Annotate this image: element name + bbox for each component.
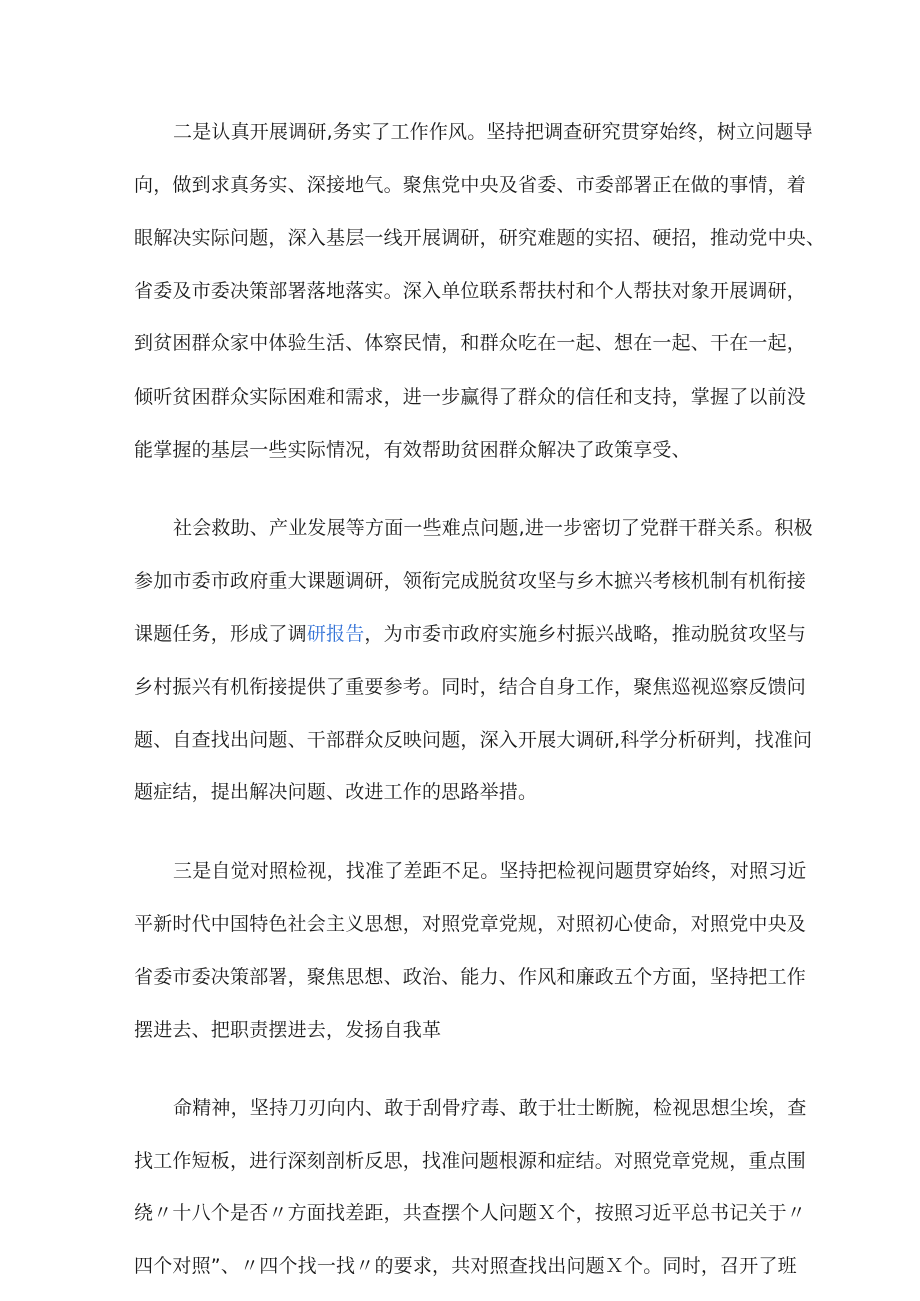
paragraph-3-line-3: 省委市委决策部署，聚焦思想、政治、能力、作风和廉政五个方面，坚持把工作 [134, 966, 807, 988]
paragraph-4-line-4: 四个对照”、〃四个找一找〃的要求，共对照查找出问题Ｘ个。同时，召开了班 [134, 1255, 797, 1277]
paragraph-1-line-5: 到贫困群众家中体验生活、体察民情，和群众吃在一起、想在一起、干在一起， [134, 332, 807, 354]
paragraph-1-line-1: 二是认真开展调研,务实了工作作风。坚持把调查研究贯穿始终，树立问题导 [173, 121, 813, 143]
paragraph-1-line-3: 眼解决实际问题，深入基层一线开展调研，研究难题的实招、硬招，推动党中央、 [134, 227, 826, 249]
paragraph-4-line-3: 绕〃十八个是否〃方面找差距，共查摆个人问题Ｘ个，按照习近平总书记关于〃 [134, 1202, 807, 1224]
paragraph-2-line-3 [134, 619, 806, 649]
paragraph-1-line-7: 能掌握的基层一些实际情况，有效帮助贫困群众解决了政策享受、 [134, 439, 691, 461]
paragraph-3-line-2: 平新时代中国特色社会主义思想，对照党章党规，对照初心使命，对照党中央及 [134, 913, 807, 935]
paragraph-3-line-1: 三是自觉对照检视，找准了差距不足。坚持把检视问题贯穿始终，对照习近 [173, 860, 807, 882]
paragraph-3-line-4: 摆进去、把职责摆进去，发扬自我革 [134, 1019, 442, 1041]
paragraph-2-line-1: 社会救助、产业发展等方面一些难点问题,进一步密切了党群干群关系。积极 [173, 517, 813, 539]
paragraph-1-line-6: 倾听贫困群众实际困难和需求，进一步赢得了群众的信任和支持，掌握了以前没 [134, 386, 807, 408]
paragraph-2-line-5: 题、自查找出问题、干部群众反映问题，深入开展大调研,科学分析研判，找准问 [134, 729, 813, 751]
paragraph-2-line-3-text-before: 课题任务，形成了调 [134, 623, 307, 645]
paragraph-2-line-6: 题症结，提出解决问题、改进工作的思路举措。 [134, 781, 538, 803]
paragraph-1-line-2: 向，做到求真务实、深接地气。聚焦党中央及省委、市委部署正在做的事情，着 [134, 174, 807, 196]
paragraph-2-line-4: 乡村振兴有机衔接提供了重要参考。同时，结合自身工作，聚焦巡视巡察反馈问 [134, 676, 807, 698]
paragraph-2-line-3-text-after: ，为市委市政府实施乡村振兴战略，推动脱贫攻坚与 [364, 623, 807, 645]
paragraph-1-line-4: 省委及市委决策部署落地落实。深入单位联系帮扶村和个人帮扶对象开展调研， [134, 280, 807, 302]
paragraph-4-line-1: 命精神，坚持刀刃向内、敢于刮骨疗毒、敢于壮士断腕，检视思想尘埃，查 [173, 1097, 807, 1119]
paragraph-4-line-2: 找工作短板，进行深刻剖析反思，找准问题根源和症结。对照党章党规，重点围 [134, 1150, 807, 1172]
report-link[interactable]: 研报告 [306, 623, 365, 645]
paragraph-2-line-2: 参加市委市政府重大课题调研，领衔完成脱贫攻坚与乡木摭兴考核机制有机衔接 [134, 570, 807, 592]
